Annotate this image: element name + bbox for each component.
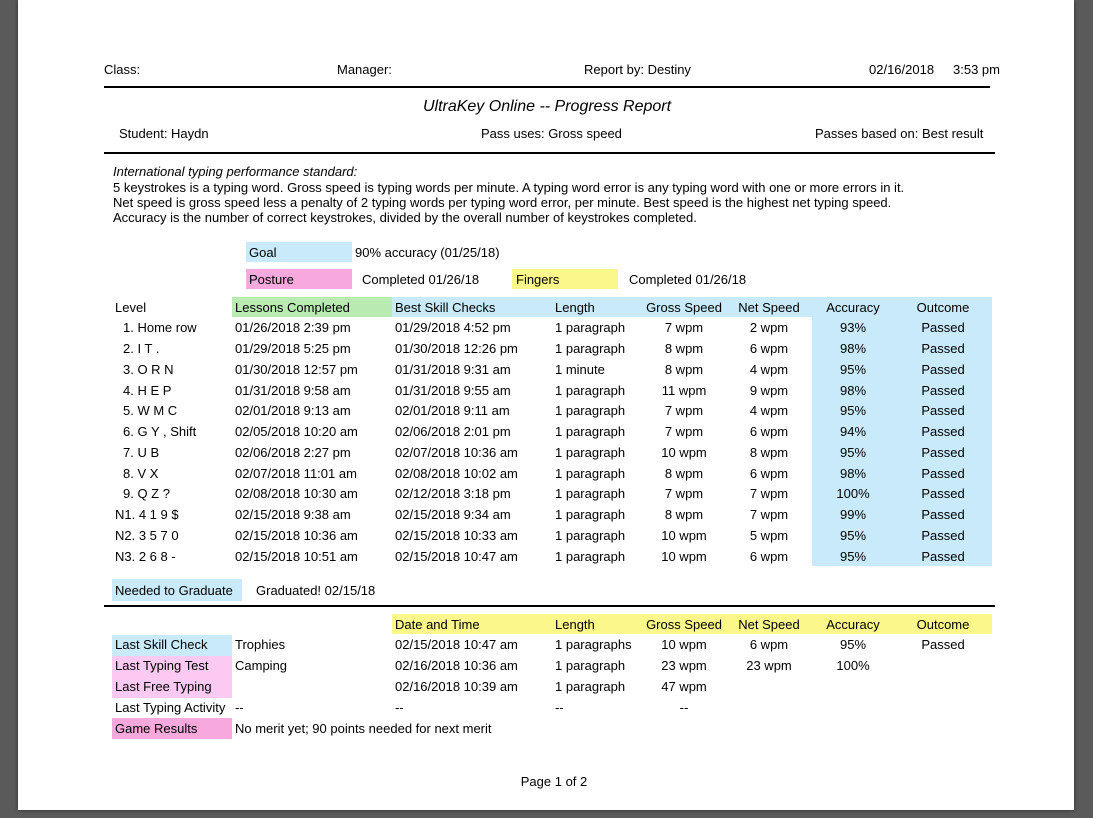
report-page bbox=[18, 0, 1074, 810]
page-number: Page 1 of 2 bbox=[520, 774, 588, 789]
net-cell: 7 wpm bbox=[749, 507, 789, 522]
activity-label: Last Skill Check bbox=[115, 637, 208, 652]
activity-item: Trophies bbox=[235, 637, 286, 652]
level-cell: 9. Q Z ? bbox=[123, 486, 170, 501]
gross-cell: 7 wpm bbox=[664, 486, 704, 501]
level-cell: 8. V X bbox=[123, 466, 159, 481]
level-cell: 6. G Y , Shift bbox=[123, 424, 197, 439]
lesson-date-cell: 01/31/2018 9:58 am bbox=[235, 383, 351, 398]
activity-item: -- bbox=[235, 700, 244, 715]
table-row bbox=[18, 360, 1074, 380]
class-label: Class: bbox=[104, 62, 141, 77]
outcome-cell: Passed bbox=[921, 549, 965, 564]
skill-date-cell: 02/12/2018 3:18 pm bbox=[395, 486, 511, 501]
activity-gross: 23 wpm bbox=[661, 658, 707, 673]
level-cell: 4. H E P bbox=[123, 383, 172, 398]
standard-line: 5 keystrokes is a typing word. Gross speed is typing words per minute. A typing word error is any typing word with one or more errors in it. bbox=[113, 180, 905, 195]
col-header-net: Net Speed bbox=[738, 617, 800, 632]
activity-row bbox=[18, 677, 1074, 697]
level-cell: 1. Home row bbox=[123, 320, 197, 335]
accuracy-cell: 95% bbox=[839, 445, 867, 460]
net-cell: 2 wpm bbox=[749, 320, 789, 335]
skill-date-cell: 02/08/2018 10:02 am bbox=[395, 466, 518, 481]
col-header-level: Level bbox=[115, 300, 147, 315]
accuracy-cell: 98% bbox=[839, 341, 867, 356]
lesson-date-cell: 02/15/2018 10:36 am bbox=[235, 528, 358, 543]
length-cell: 1 paragraph bbox=[555, 403, 626, 418]
activity-label: Last Typing Test bbox=[115, 658, 209, 673]
length-cell: 1 paragraph bbox=[555, 424, 626, 439]
posture-label: Posture bbox=[249, 272, 294, 287]
table-row bbox=[18, 339, 1074, 359]
lesson-date-cell: 01/29/2018 5:25 pm bbox=[235, 341, 351, 356]
level-cell: 2. I T . bbox=[123, 341, 160, 356]
accuracy-cell: 99% bbox=[839, 507, 867, 522]
col-header-length: Length bbox=[555, 617, 595, 632]
gross-cell: 10 wpm bbox=[661, 528, 707, 543]
game-results-label: Game Results bbox=[115, 721, 198, 736]
activity-accuracy: 95% bbox=[839, 637, 867, 652]
lesson-date-cell: 02/05/2018 10:20 am bbox=[235, 424, 358, 439]
table-row bbox=[18, 526, 1074, 546]
fingers-label: Fingers bbox=[516, 272, 560, 287]
report-by: Report by: Destiny bbox=[584, 62, 691, 77]
gross-cell: 7 wpm bbox=[664, 403, 704, 418]
outcome-cell: Passed bbox=[921, 424, 965, 439]
outcome-cell: Passed bbox=[921, 362, 965, 377]
activity-length: -- bbox=[555, 700, 564, 715]
activity-net: 6 wpm bbox=[749, 637, 789, 652]
level-cell: N1. 4 1 9 $ bbox=[115, 507, 179, 522]
gross-cell: 8 wpm bbox=[664, 341, 704, 356]
table-row bbox=[18, 547, 1074, 567]
accuracy-cell: 95% bbox=[839, 549, 867, 564]
activity-gross: -- bbox=[679, 700, 689, 715]
col-header-accuracy: Accuracy bbox=[826, 300, 880, 315]
outcome-cell: Passed bbox=[921, 320, 965, 335]
activity-length: 1 paragraph bbox=[555, 679, 626, 694]
student-name: Student: Haydn bbox=[119, 126, 209, 141]
lesson-date-cell: 02/06/2018 2:27 pm bbox=[235, 445, 351, 460]
standard-line: Accuracy is the number of correct keystrokes, divided by the overall number of keystrokes completed. bbox=[113, 210, 697, 225]
outcome-cell: Passed bbox=[921, 383, 965, 398]
activity-label: Last Free Typing bbox=[115, 679, 212, 694]
activity-date: 02/16/2018 10:39 am bbox=[395, 679, 518, 694]
length-cell: 1 paragraph bbox=[555, 486, 626, 501]
gross-cell: 8 wpm bbox=[664, 362, 704, 377]
title-divider bbox=[104, 152, 995, 154]
level-cell: N3. 2 6 8 - bbox=[115, 549, 176, 564]
length-cell: 1 paragraph bbox=[555, 320, 626, 335]
standard-line: Net speed is gross speed less a penalty of 2 typing words per typing word error, per minute. Best speed is the highest net typing speed. bbox=[113, 195, 892, 210]
net-cell: 4 wpm bbox=[749, 362, 789, 377]
gross-cell: 10 wpm bbox=[661, 445, 707, 460]
length-cell: 1 paragraph bbox=[555, 445, 626, 460]
skill-date-cell: 02/15/2018 9:34 am bbox=[395, 507, 511, 522]
outcome-cell: Passed bbox=[921, 403, 965, 418]
manager-label: Manager: bbox=[337, 62, 392, 77]
graduate-value: Graduated! 02/15/18 bbox=[256, 583, 376, 598]
level-cell: 7. U B bbox=[123, 445, 160, 460]
net-cell: 6 wpm bbox=[749, 341, 789, 356]
table-row bbox=[18, 484, 1074, 504]
activity-net: 23 wpm bbox=[746, 658, 792, 673]
net-cell: 9 wpm bbox=[749, 383, 789, 398]
activity-label: Last Typing Activity bbox=[115, 700, 226, 715]
accuracy-cell: 100% bbox=[836, 486, 870, 501]
outcome-cell: Passed bbox=[921, 507, 965, 522]
net-cell: 6 wpm bbox=[749, 549, 789, 564]
accuracy-cell: 95% bbox=[839, 528, 867, 543]
gross-cell: 7 wpm bbox=[664, 320, 704, 335]
skill-date-cell: 01/30/2018 12:26 pm bbox=[395, 341, 518, 356]
goal-label: Goal bbox=[249, 245, 277, 260]
net-cell: 7 wpm bbox=[749, 486, 789, 501]
lesson-date-cell: 01/26/2018 2:39 pm bbox=[235, 320, 351, 335]
skill-date-cell: 02/15/2018 10:47 am bbox=[395, 549, 518, 564]
report-time: 3:53 pm bbox=[953, 62, 1000, 77]
length-cell: 1 paragraph bbox=[555, 466, 626, 481]
gross-cell: 8 wpm bbox=[664, 507, 704, 522]
gross-cell: 8 wpm bbox=[664, 466, 704, 481]
gross-cell: 7 wpm bbox=[664, 424, 704, 439]
col-header-gross: Gross Speed bbox=[646, 300, 722, 315]
accuracy-cell: 94% bbox=[839, 424, 867, 439]
report-date: 02/16/2018 bbox=[869, 62, 935, 77]
game-results-value: No merit yet; 90 points needed for next merit bbox=[235, 721, 492, 736]
goal-value: 90% accuracy (01/25/18) bbox=[355, 245, 500, 260]
outcome-cell: Passed bbox=[921, 466, 965, 481]
outcome-cell: Passed bbox=[921, 341, 965, 356]
header-divider bbox=[104, 86, 990, 88]
standard-heading: International typing performance standard: bbox=[113, 164, 358, 179]
activity-row bbox=[18, 656, 1074, 676]
net-cell: 5 wpm bbox=[749, 528, 789, 543]
accuracy-cell: 93% bbox=[839, 320, 867, 335]
col-header-length: Length bbox=[555, 300, 595, 315]
gross-cell: 11 wpm bbox=[661, 383, 707, 398]
skill-date-cell: 01/31/2018 9:31 am bbox=[395, 362, 511, 377]
gross-cell: 10 wpm bbox=[661, 549, 707, 564]
length-cell: 1 paragraph bbox=[555, 341, 626, 356]
skill-date-cell: 02/06/2018 2:01 pm bbox=[395, 424, 511, 439]
skill-date-cell: 02/15/2018 10:33 am bbox=[395, 528, 518, 543]
skill-date-cell: 02/07/2018 10:36 am bbox=[395, 445, 518, 460]
lesson-date-cell: 02/08/2018 10:30 am bbox=[235, 486, 358, 501]
accuracy-cell: 95% bbox=[839, 403, 867, 418]
net-cell: 8 wpm bbox=[749, 445, 789, 460]
fingers-value: Completed 01/26/18 bbox=[629, 272, 747, 287]
level-cell: N2. 3 5 7 0 bbox=[115, 528, 179, 543]
col-header-net: Net Speed bbox=[738, 300, 800, 315]
activity-item: Camping bbox=[235, 658, 288, 673]
table-row bbox=[18, 318, 1074, 338]
section-divider bbox=[104, 605, 995, 607]
net-cell: 4 wpm bbox=[749, 403, 789, 418]
col-header-outcome: Outcome bbox=[916, 300, 970, 315]
posture-value: Completed 01/26/18 bbox=[362, 272, 480, 287]
length-cell: 1 paragraph bbox=[555, 507, 626, 522]
lesson-date-cell: 02/15/2018 10:51 am bbox=[235, 549, 358, 564]
length-cell: 1 paragraph bbox=[555, 383, 626, 398]
accuracy-cell: 98% bbox=[839, 466, 867, 481]
col-header-best: Best Skill Checks bbox=[395, 300, 496, 315]
skill-date-cell: 01/29/2018 4:52 pm bbox=[395, 320, 511, 335]
activity-accuracy: 100% bbox=[836, 658, 870, 673]
table-row bbox=[18, 505, 1074, 525]
level-cell: 3. O R N bbox=[123, 362, 174, 377]
lesson-date-cell: 01/30/2018 12:57 pm bbox=[235, 362, 358, 377]
outcome-cell: Passed bbox=[921, 445, 965, 460]
activity-date: 02/15/2018 10:47 am bbox=[395, 637, 518, 652]
length-cell: 1 minute bbox=[555, 362, 605, 377]
table-row bbox=[18, 422, 1074, 442]
activity-gross: 10 wpm bbox=[661, 637, 707, 652]
passes-based: Passes based on: Best result bbox=[815, 126, 984, 141]
activity-row bbox=[18, 635, 1074, 655]
col-header-gross: Gross Speed bbox=[646, 617, 722, 632]
table-row bbox=[18, 443, 1074, 463]
accuracy-cell: 98% bbox=[839, 383, 867, 398]
length-cell: 1 paragraph bbox=[555, 549, 626, 564]
activity-outcome: Passed bbox=[921, 637, 965, 652]
level-cell: 5. W M C bbox=[123, 403, 178, 418]
activity-date: -- bbox=[395, 700, 404, 715]
graduate-label: Needed to Graduate bbox=[115, 583, 233, 598]
activity-gross: 47 wpm bbox=[661, 679, 707, 694]
table-row bbox=[18, 401, 1074, 421]
net-cell: 6 wpm bbox=[749, 466, 789, 481]
net-cell: 6 wpm bbox=[749, 424, 789, 439]
col-header-lessons: Lessons Completed bbox=[235, 300, 350, 315]
pass-uses: Pass uses: Gross speed bbox=[481, 126, 622, 141]
table-row bbox=[18, 464, 1074, 484]
outcome-cell: Passed bbox=[921, 528, 965, 543]
activity-row bbox=[18, 698, 1074, 718]
lesson-date-cell: 02/07/2018 11:01 am bbox=[235, 466, 357, 481]
activity-length: 1 paragraph bbox=[555, 658, 626, 673]
accuracy-cell: 95% bbox=[839, 362, 867, 377]
skill-date-cell: 01/31/2018 9:55 am bbox=[395, 383, 511, 398]
lesson-date-cell: 02/01/2018 9:13 am bbox=[235, 403, 351, 418]
table-row bbox=[18, 381, 1074, 401]
col-header-outcome: Outcome bbox=[916, 617, 970, 632]
activity-date: 02/16/2018 10:36 am bbox=[395, 658, 518, 673]
length-cell: 1 paragraph bbox=[555, 528, 626, 543]
lesson-date-cell: 02/15/2018 9:38 am bbox=[235, 507, 351, 522]
col-header-datetime: Date and Time bbox=[395, 617, 480, 632]
page-title: UltraKey Online -- Progress Report bbox=[422, 98, 672, 115]
outcome-cell: Passed bbox=[921, 486, 965, 501]
skill-date-cell: 02/01/2018 9:11 am bbox=[395, 403, 510, 418]
activity-length: 1 paragraphs bbox=[555, 637, 632, 652]
col-header-accuracy: Accuracy bbox=[826, 617, 880, 632]
